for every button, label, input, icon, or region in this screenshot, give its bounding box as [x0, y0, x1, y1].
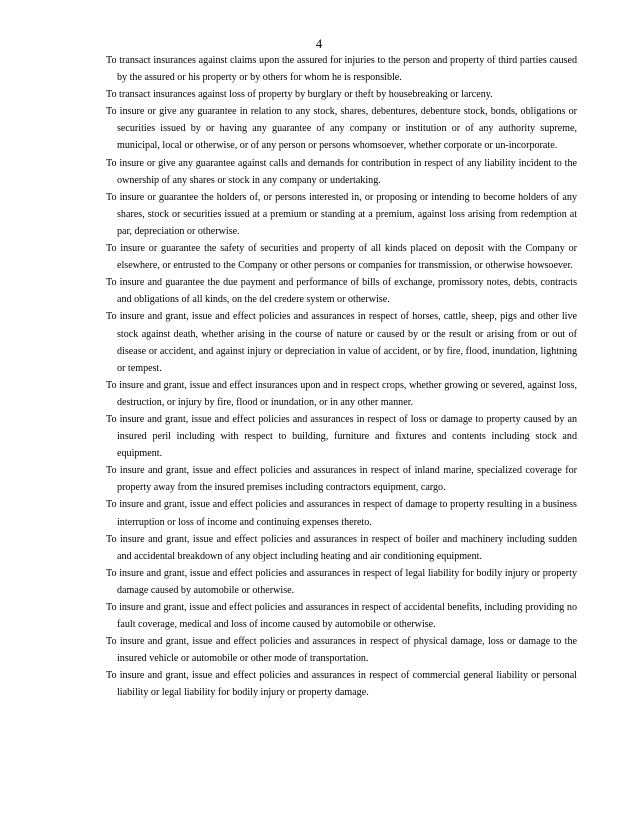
clause-list [106, 52, 577, 702]
clause-paragraph: To insure and grant, issue and effect policies and assurances in respect of commercial general liability or personal liability or legal liability for bodily injury or property damage. [106, 670, 577, 699]
clause-paragraph: To transact insurances against claims upon the assured for injuries to the person and property of third parties caused by the assured or his property or by others for whom he is responsible. [106, 55, 577, 84]
clause-paragraph: To insure and grant, issue and effect policies and assurances in respect of physical damage, loss or damage to the insured vehicle or automobile or other mode of transportation. [106, 636, 577, 665]
clause-paragraph: To insure and grant, issue and effect policies and assurances in respect of accidental benefits, including providing no fault coverage, medical and loss of income caused by automobile or otherwise. [106, 602, 577, 631]
clause-paragraph: To insure and grant, issue and effect policies and assurances in respect of inland marine, specialized coverage for property away from the insured premises including contractors equipment, cargo. [106, 465, 577, 494]
clause-paragraph: To insure or give any guarantee in relation to any stock, shares, debentures, debenture stock, bonds, obligations or securities issued by or having any guarantee of any company or institution or of any authority supreme, municipal, local or otherwise, or of any person or persons whomsoever, whether corporate or un-incorporate. [106, 106, 577, 152]
clause-paragraph: To insure or give any guarantee against calls and demands for contribution in respect of any liability incident to the ownership of any shares or stock in any company or undertaking. [106, 157, 577, 186]
clause-paragraph: To insure and grant, issue and effect policies and assurances in respect of boiler and machinery including sudden and accidental breakdown of any object including heating and air conditioning equipment. [106, 533, 577, 562]
page-number: 4 [315, 37, 323, 51]
clause-paragraph: To insure and grant, issue and effect policies and assurances in respect of legal liability for bodily injury or property damage caused by automobile or otherwise. [106, 567, 577, 596]
clause-paragraph: To insure and guarantee the due payment and performance of bills of exchange, promissory notes, debts, contracts and obligations of all kinds, on the del credere system or otherwise. [106, 277, 577, 306]
clause-paragraph: To insure and grant, issue and effect policies and assurances in respect of horses, cattle, sheep, pigs and other live stock against death, whether arising in the course of nature or caused by or the result or arising from or out of disease or accident, and against injury or depreciation in value of accident, or by fire, flood, inundation, lightning or tempest. [106, 311, 577, 374]
clause-paragraph: To insure and grant, issue and effect insurances upon and in respect crops, whether growing or severed, against loss, destruction, or injury by fire, flood or inundation, or in any other manner. [106, 379, 577, 408]
clause-paragraph: To insure and grant, issue and effect policies and assurances in respect of damage to property resulting in a business interruption or loss of income and continuing expenses thereto. [106, 499, 577, 528]
clause-paragraph: To insure and grant, issue and effect policies and assurances in respect of loss or damage to property caused by an insured peril including with respect to building, furniture and fixtures and contents including stock and equipment. [106, 413, 577, 460]
clause-paragraph: To transact insurances against loss of property by burglary or theft by housebreaking or larceny. [106, 89, 493, 101]
clause-paragraph: To insure or guarantee the holders of, or persons interested in, or proposing or intending to become holders of any shares, stock or securities issued at a premium or standing at a premium, against loss arising from redemption at par, depreciation or otherwise. [106, 191, 577, 237]
clause-paragraph: To insure or guarantee the safety of securities and property of all kinds placed on deposit with the Company or elsewhere, or entrusted to the Company or other persons or companies for transmission, or otherwise howsoever. [106, 243, 577, 272]
